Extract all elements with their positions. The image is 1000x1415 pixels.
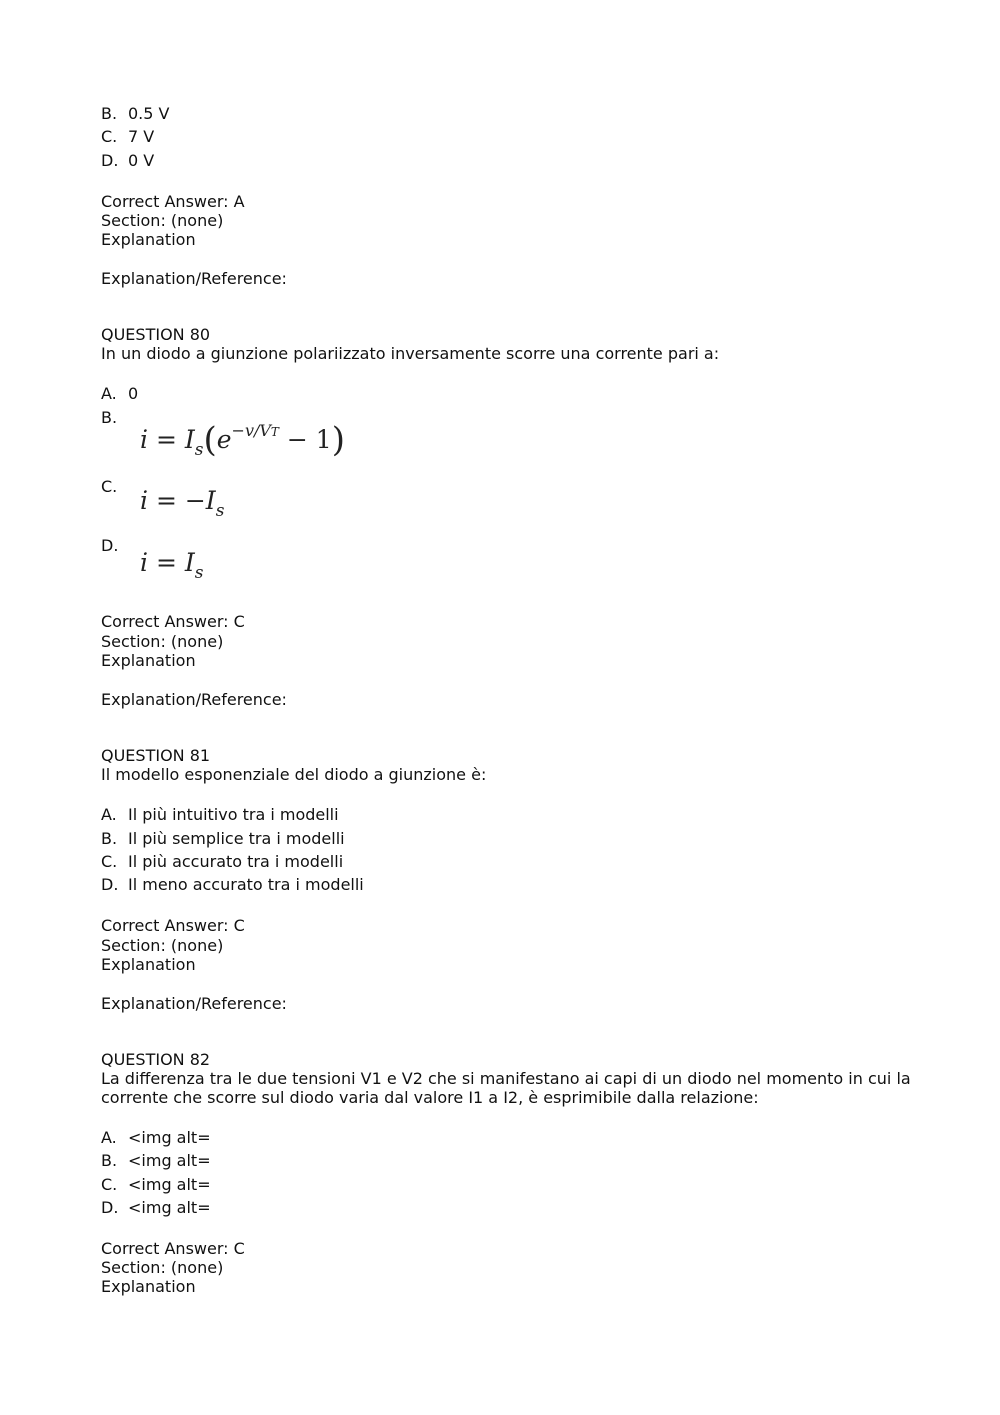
option-a: [101, 805, 339, 824]
option-letter: A.: [101, 384, 117, 403]
option-d: [101, 875, 364, 894]
explanation-label: Explanation: [101, 651, 196, 670]
option-text: <img alt=: [128, 1151, 211, 1170]
option-a: [101, 384, 138, 403]
option-letter: C.: [101, 477, 118, 496]
formula-image-d: $i = I_s$: [140, 548, 204, 583]
explanation-label: Explanation: [101, 230, 196, 249]
question-text-line-2: corrente che scorre sul diodo varia dal valore I1 a I2, è esprimibile dalla relazione:: [101, 1088, 759, 1107]
question-title: QUESTION 81: [101, 746, 211, 765]
option-c: [101, 127, 154, 146]
explanation-reference: Explanation/Reference:: [101, 690, 287, 709]
explanation-reference: Explanation/Reference:: [101, 269, 287, 288]
option-b: [101, 1151, 211, 1170]
correct-answer: Correct Answer: C: [101, 612, 245, 631]
option-c: [101, 1175, 211, 1194]
question-text-line-1: La differenza tra le due tensioni V1 e V2 che si manifestano ai capi di un diodo nel momento in cui la: [101, 1069, 911, 1088]
question-title: QUESTION 80: [101, 325, 211, 344]
formula-image-b: $i = I_s(e^{-v/VT} - 1)$: [140, 420, 345, 460]
option-letter: B.: [101, 1151, 118, 1170]
option-text: Il più accurato tra i modelli: [128, 852, 344, 871]
explanation-label: Explanation: [101, 1277, 196, 1296]
question-text: Il modello esponenziale del diodo a giunzione è:: [101, 765, 487, 784]
question-text: In un diodo a giunzione polariizzato inversamente scorre una corrente pari a:: [101, 344, 720, 363]
correct-answer: Correct Answer: C: [101, 916, 245, 935]
section-label: Section: (none): [101, 211, 224, 230]
option-letter: D.: [101, 1198, 119, 1217]
option-letter: D.: [101, 875, 119, 894]
option-d: [101, 151, 154, 170]
option-text: Il più semplice tra i modelli: [128, 829, 345, 848]
option-letter: C.: [101, 1175, 118, 1194]
option-letter: A.: [101, 805, 117, 824]
option-letter: C.: [101, 852, 118, 871]
option-c: [101, 477, 128, 496]
option-letter: C.: [101, 127, 118, 146]
option-letter: B.: [101, 104, 118, 123]
option-letter: B.: [101, 829, 118, 848]
option-b: [101, 829, 345, 848]
option-text: Il meno accurato tra i modelli: [128, 875, 364, 894]
option-text: 0 V: [128, 151, 155, 170]
option-letter: D.: [101, 536, 119, 555]
option-b: [101, 104, 169, 123]
option-b: [101, 408, 128, 427]
option-text: 0: [128, 384, 139, 403]
option-text: Il più intuitivo tra i modelli: [128, 805, 339, 824]
option-a: [101, 1128, 211, 1147]
option-c: [101, 852, 343, 871]
option-letter: D.: [101, 151, 119, 170]
option-text: <img alt=: [128, 1175, 211, 1194]
explanation-reference: Explanation/Reference:: [101, 994, 287, 1013]
section-label: Section: (none): [101, 1258, 224, 1277]
option-d: [101, 536, 128, 555]
option-letter: A.: [101, 1128, 117, 1147]
section-label: Section: (none): [101, 632, 224, 651]
formula-image-c: $i = -I_s$: [140, 486, 225, 521]
option-letter: B.: [101, 408, 118, 427]
explanation-label: Explanation: [101, 955, 196, 974]
option-text: <img alt=: [128, 1198, 211, 1217]
option-text: <img alt=: [128, 1128, 211, 1147]
option-text: 7 V: [128, 127, 155, 146]
section-label: Section: (none): [101, 936, 224, 955]
option-d: [101, 1198, 211, 1217]
question-title: QUESTION 82: [101, 1050, 211, 1069]
correct-answer: Correct Answer: A: [101, 192, 245, 211]
option-text: 0.5 V: [128, 104, 170, 123]
correct-answer: Correct Answer: C: [101, 1239, 245, 1258]
